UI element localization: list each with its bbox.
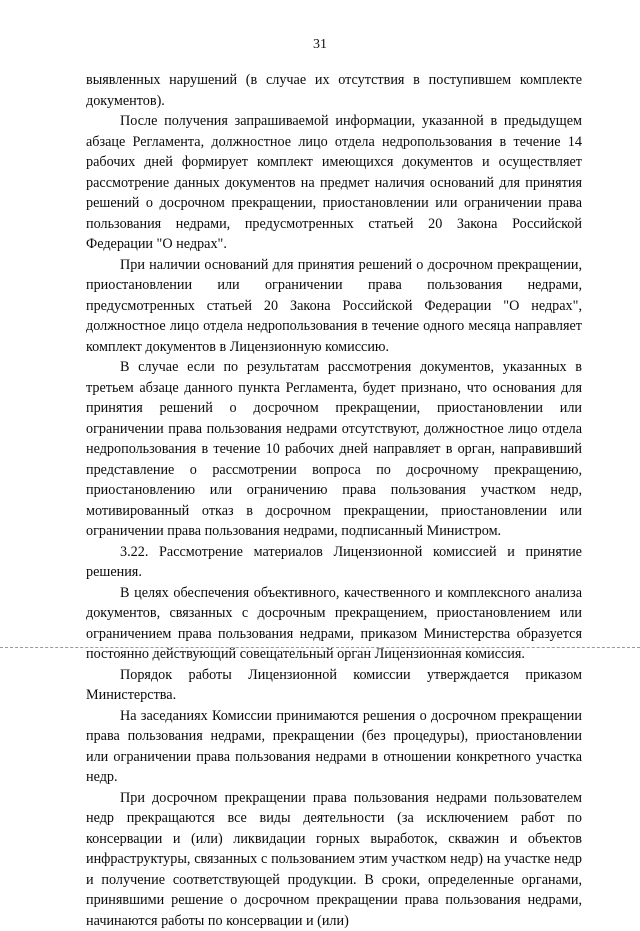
paragraph-grounds-absent: В случае если по результатам рассмотрения документов, указанных в третьем абзаце данного пункта Регламента, будет признано, что основания для принятия решений о досрочном прекращении, приостановлении или ограничении права пользования недрами отсутствуют, должностное лицо отдела недропользования в течение 10 рабочих дней направляет в орган, направивший представление о рассмотрении вопроса по досрочному прекращению, приостановлению или ограничению права пользования участком недр, мотивированный отказ в досрочном прекращении, приостановлении или ограничении права пользования недрами, подписанный Министром. [86, 357, 582, 542]
section-heading-3-22: 3.22. Рассмотрение материалов Лицензионной комиссией и принятие решения. [86, 542, 582, 583]
page-number: 31 [0, 37, 640, 53]
paragraph-continuation: выявленных нарушений (в случае их отсутствия в поступившем комплекте документов). [86, 70, 582, 111]
paragraph-grounds-present: При наличии оснований для принятия решений о досрочном прекращении, приостановлении или ограничении права пользования недрами, предусмотренных статьей 20 Закона Российской Федерации "О недрах", должностное лицо отдела недропользования в течение одного месяца направляет комплект документов в Лицензионную комиссию. [86, 255, 582, 358]
scan-artifact-line [0, 647, 640, 648]
paragraph-commission-decisions: На заседаниях Комиссии принимаются решения о досрочном прекращении права пользования недрами, прекращении (без процедуры), приостановлении или ограничении права пользования недрами в отношении конкретного участка недр. [86, 706, 582, 788]
document-body [86, 70, 582, 931]
paragraph-early-termination: При досрочном прекращении права пользования недрами пользователем недр прекращаются все виды деятельности (за исключением работ по консервации и (или) ликвидации горных выработок, скважин и объектов инфраструктуры, связанных с пользованием этим участком недр) на участке недр и получение соответствующей продукции. В сроки, определенные органами, принявшими решение о досрочном прекращении права пользования недрами, начинаются работы по консервации и (или) [86, 788, 582, 931]
paragraph-commission-purpose: В целях обеспечения объективного, качественного и комплексного анализа документов, связанных с досрочным прекращением, приостановлением или ограничением права пользования недрами, приказом Министерства образуется постоянно действующий совещательный орган Лицензионная комиссия. [86, 583, 582, 665]
paragraph-commission-procedure: Порядок работы Лицензионной комиссии утверждается приказом Министерства. [86, 665, 582, 706]
paragraph-review-documents: После получения запрашиваемой информации, указанной в предыдущем абзаце Регламента, должностное лицо отдела недропользования в течение 14 рабочих дней формирует комплект имеющихся документов и осуществляет рассмотрение данных документов на предмет наличия оснований для принятия решений о досрочном прекращении, приостановлении или ограничении права пользования недрами, предусмотренных статьей 20 Закона Российской Федерации "О недрах". [86, 111, 582, 255]
